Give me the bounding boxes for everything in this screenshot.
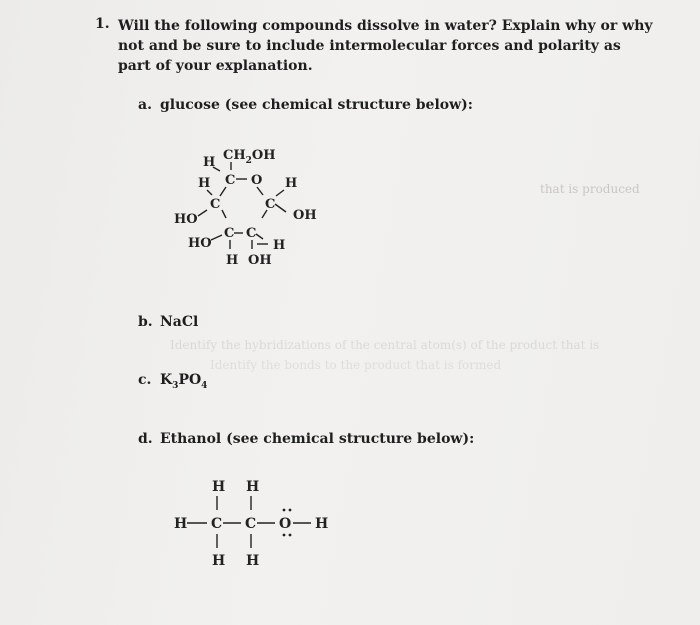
part-d-text: Ethanol (see chemical structure below):	[160, 431, 475, 447]
ethanol-h3: H	[212, 553, 226, 569]
glucose-c-bottom-right: C	[246, 226, 257, 241]
ethanol-h1: H	[212, 479, 226, 495]
glucose-h-bottom: H	[226, 253, 239, 268]
bond	[220, 187, 226, 196]
glucose-h-right: H	[285, 176, 298, 191]
bond	[198, 210, 207, 216]
question-number: 1.	[95, 16, 110, 32]
ethanol-c1: C	[211, 516, 223, 532]
part-b-label: b.	[138, 314, 153, 330]
bond	[275, 204, 286, 212]
glucose-structure	[160, 140, 340, 270]
bond	[222, 210, 226, 218]
ghost-text-1: that is produced	[540, 182, 640, 196]
glucose-h-top: H	[203, 155, 216, 170]
ethanol-h4: H	[246, 553, 260, 569]
part-a	[138, 97, 473, 113]
part-d-label: d.	[138, 431, 153, 447]
ethanol-structure	[165, 476, 355, 576]
lone-pair-dot	[289, 534, 292, 537]
glucose-ho-bottom: HO	[188, 236, 212, 251]
bond	[256, 234, 263, 239]
ethanol-h2: H	[246, 479, 260, 495]
glucose-ho-left: HO	[174, 212, 198, 227]
question-text: Will the following compounds dissolve in water? Explain why or why not and be sure to include intermolecular forces and polarity as part of your explanation.	[118, 18, 653, 74]
ethanol-c2: C	[245, 516, 257, 532]
glucose-c-top: C	[225, 173, 236, 188]
lone-pair-dot	[283, 509, 286, 512]
glucose-oh-bottom: OH	[248, 253, 272, 268]
glucose-c-bottom-left: C	[224, 226, 235, 241]
lone-pair-dot	[289, 509, 292, 512]
glucose-h-left: H	[198, 176, 211, 191]
ghost-text-2: Identify the hybridizations of the central atom(s) of the product that is	[170, 338, 600, 352]
bond	[211, 235, 222, 240]
bond	[276, 190, 284, 196]
part-c-formula: $K_3PO_4$	[160, 372, 208, 391]
glucose-c-right: C	[265, 197, 276, 212]
part-a-label: a.	[138, 97, 152, 113]
part-c	[138, 372, 207, 391]
bond	[257, 187, 263, 195]
part-b-text: NaCl	[160, 314, 199, 330]
part-c-label: c.	[138, 372, 152, 388]
part-a-text: glucose (see chemical structure below):	[160, 97, 473, 113]
ethanol-h-left: H	[174, 516, 188, 532]
glucose-oh-right: OH	[293, 208, 317, 223]
glucose-c-left: C	[210, 197, 221, 212]
glucose-h-bottom-right: H	[273, 238, 286, 253]
part-d	[138, 431, 474, 447]
part-b	[138, 314, 198, 330]
glucose-o-ring: O	[251, 173, 263, 188]
lone-pair-dot	[283, 534, 286, 537]
ethanol-o: O	[279, 516, 292, 532]
glucose-ch2oh: $CH_2OH$	[223, 148, 276, 166]
ghost-text-3: Identify the bonds to the product that is formed	[210, 358, 502, 372]
ethanol-h-right: H	[315, 516, 329, 532]
